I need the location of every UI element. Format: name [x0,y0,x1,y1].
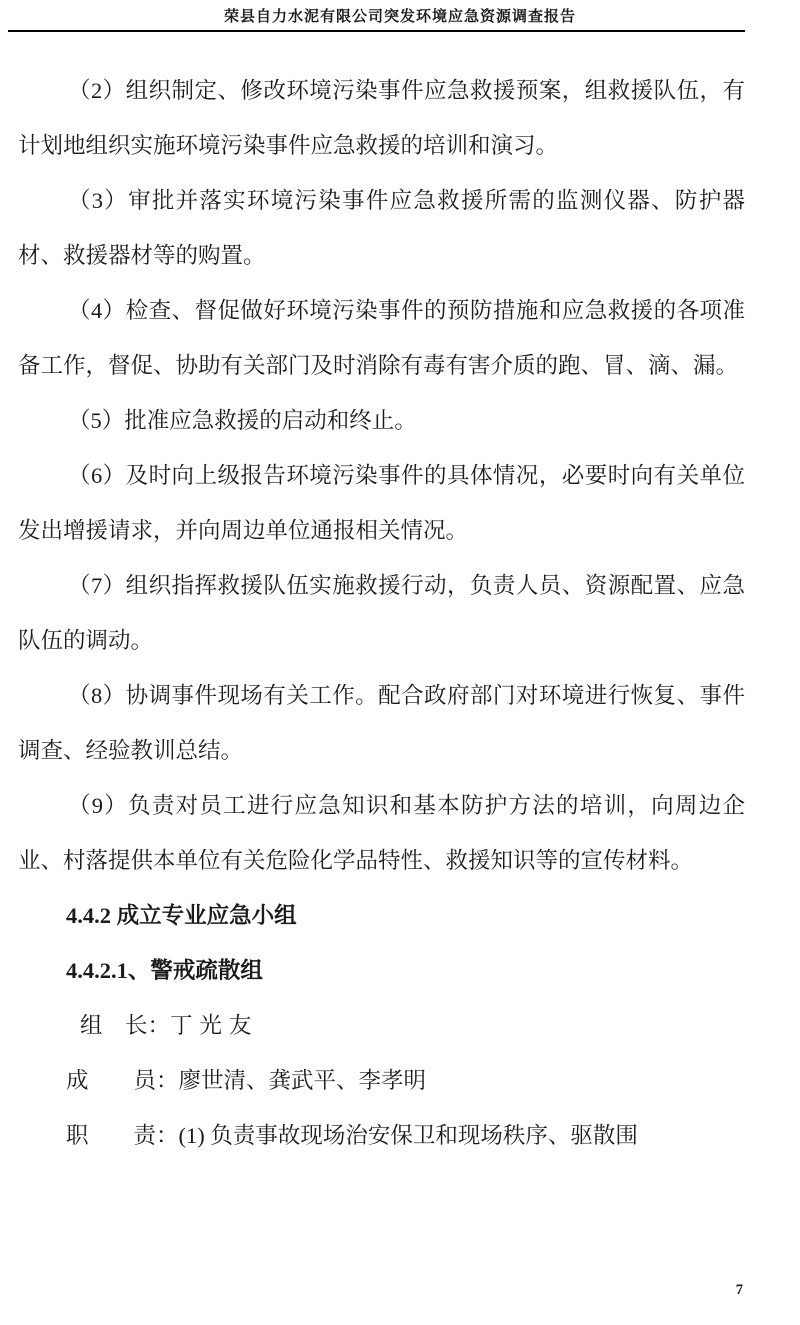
document-header [0,0,800,26]
page-number: 7 [735,1282,743,1298]
paragraph-item-8: （8）协调事件现场有关工作。配合政府部门对环境进行恢复、事件调查、经验教训总结。 [18,683,745,763]
role-members-names: 廖世清、龚武平、李孝明 [178,1068,427,1093]
role-line-duties [18,1108,745,1163]
role-duties-text: (1) 负责事故现场治安保卫和现场秩序、驱散围 [178,1123,638,1148]
document-header-title: 荣县自力水泥有限公司突发环境应急资源调查报告 [223,9,576,25]
role-line-members [18,1053,745,1108]
paragraph-item-7: （7）组织指挥救援队伍实施救援行动，负责人员、资源配置、应急队伍的调动。 [18,573,745,653]
paragraph-item-4: （4）检查、督促做好环境污染事件的预防措施和应急救援的各项准备工作，督促、协助有关部门及时消除有毒有害介质的跑、冒、滴、漏。 [18,298,745,378]
document-body [18,32,745,1163]
role-duties-label: 职 责： [66,1123,179,1148]
role-leader-label: 组 长： [80,1013,171,1038]
paragraph-item-3: （3）审批并落实环境污染事件应急救援所需的监测仪器、防护器材、救援器材等的购置。 [18,188,745,268]
section-heading-4-4-2: 4.4.2 成立专业应急小组 [66,903,297,928]
role-members-label: 成 员： [66,1068,179,1093]
paragraph-item-5: （5）批准应急救援的启动和终止。 [68,408,417,433]
paragraph-item-9: （9）负责对员工进行应急知识和基本防护方法的培训，向周边企业、村落提供本单位有关危险化学品特性、救援知识等的宣传材料。 [18,793,745,873]
paragraph-item-6: （6）及时向上级报告环境污染事件的具体情况，必要时向有关单位发出增援请求，并向周边单位通报相关情况。 [18,463,745,543]
paragraph-item-2: （2）组织制定、修改环境污染事件应急救援预案，组救援队伍，有计划地组织实施环境污染事件应急救援的培训和演习。 [18,78,745,158]
role-leader-name: 丁光友 [170,1013,259,1038]
section-heading-4-4-2-1: 4.4.2.1、警戒疏散组 [66,958,263,983]
role-line-leader [18,998,745,1053]
